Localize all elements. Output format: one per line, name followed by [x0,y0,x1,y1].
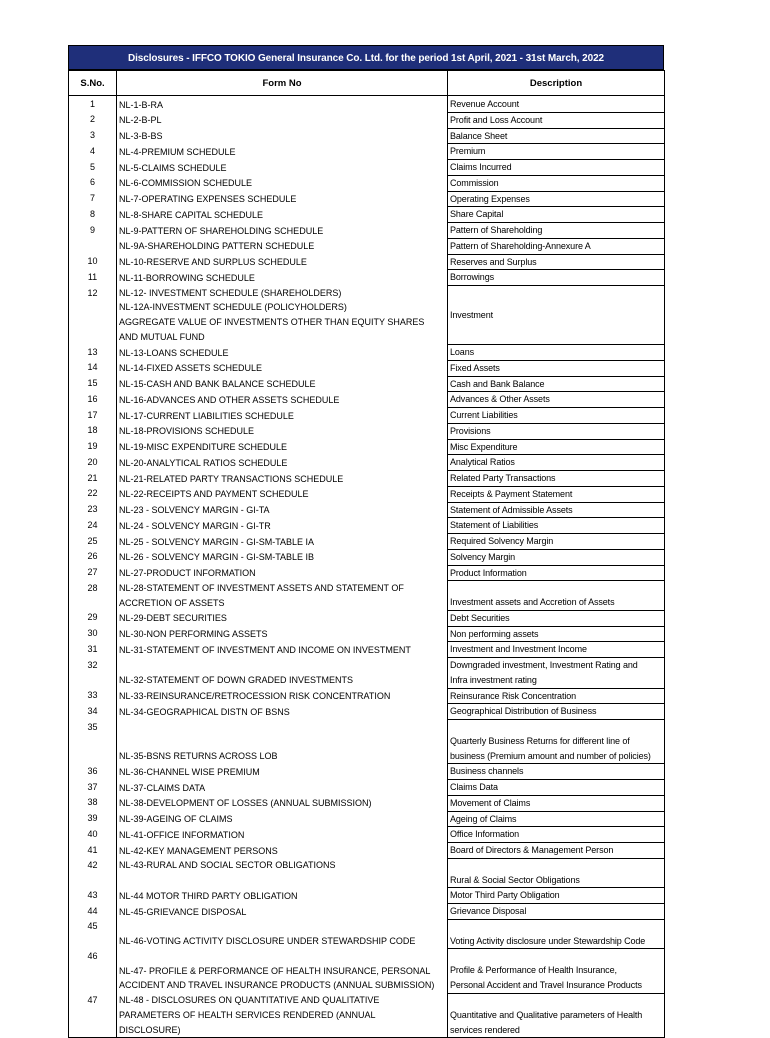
row-sno: 46 [69,949,117,993]
row-description: Statement of Admissible Assets [448,502,665,518]
row-sno: 42 [69,858,117,888]
row-form-no: NL-45-GRIEVANCE DISPOSAL [117,904,448,920]
row-description: Quarterly Business Returns for different line of business (Premium amount and number of policies) [448,720,665,764]
row-form-no: NL-11-BORROWING SCHEDULE [117,270,448,286]
header-form-no: Form No [117,71,448,96]
table-row [69,392,665,408]
table-row [69,858,665,888]
row-sno: 27 [69,565,117,581]
row-description: Provisions [448,423,665,439]
row-form-no: NL-19-MISC EXPENDITURE SCHEDULE [117,439,448,455]
row-description: Premium [448,144,665,160]
row-description: Business channels [448,764,665,780]
table-row [69,811,665,827]
header-description: Description [448,71,665,96]
row-description: Revenue Account [448,96,665,113]
row-sno [69,238,117,254]
row-form-no: NL-22-RECEIPTS AND PAYMENT SCHEDULE [117,486,448,502]
sheet-title: Disclosures - IFFCO TOKIO General Insurance Co. Ltd. for the period 1st April, 2021 - 31st March, 2022 [68,45,664,70]
table-row [69,843,665,859]
row-sno: 45 [69,919,117,949]
row-sno: 9 [69,223,117,239]
row-form-no: NL-26 - SOLVENCY MARGIN - GI-SM-TABLE IB [117,549,448,565]
row-sno: 31 [69,642,117,658]
row-description: Share Capital [448,207,665,223]
row-sno: 17 [69,408,117,424]
row-form-no: NL-25 - SOLVENCY MARGIN - GI-SM-TABLE IA [117,534,448,550]
row-sno: 6 [69,175,117,191]
row-description: Downgraded investment, Investment Rating and Infra investment rating [448,658,665,689]
row-description: Motor Third Party Obligation [448,888,665,904]
row-sno: 26 [69,549,117,565]
row-sno: 11 [69,270,117,286]
table-row [69,795,665,811]
row-form-no: NL-38-DEVELOPMENT OF LOSSES (ANNUAL SUBMISSION) [117,795,448,811]
row-description: Reinsurance Risk Concentration [448,688,665,704]
row-sno: 19 [69,439,117,455]
table-row [69,270,665,286]
row-form-no: NL-15-CASH AND BANK BALANCE SCHEDULE [117,376,448,392]
row-form-no: NL-41-OFFICE INFORMATION [117,827,448,843]
row-form-no: NL-7-OPERATING EXPENSES SCHEDULE [117,191,448,207]
row-description: Required Solvency Margin [448,534,665,550]
table-row [69,128,665,144]
row-sno: 39 [69,811,117,827]
row-sno: 44 [69,904,117,920]
table-row [69,764,665,780]
row-form-no: NL-13-LOANS SCHEDULE [117,345,448,361]
table-row [69,642,665,658]
row-description: Geographical Distribution of Business [448,704,665,720]
row-sno: 18 [69,423,117,439]
row-sno: 13 [69,345,117,361]
row-description: Balance Sheet [448,128,665,144]
row-sno: 20 [69,455,117,471]
row-form-no: NL-37-CLAIMS DATA [117,780,448,796]
row-sno: 3 [69,128,117,144]
table-row [69,704,665,720]
row-form-no: NL-36-CHANNEL WISE PREMIUM [117,764,448,780]
row-sno: 14 [69,360,117,376]
row-form-no: NL-18-PROVISIONS SCHEDULE [117,423,448,439]
row-description: Pattern of Shareholding [448,223,665,239]
row-form-no: NL-16-ADVANCES AND OTHER ASSETS SCHEDULE [117,392,448,408]
table-row [69,439,665,455]
row-sno: 24 [69,518,117,534]
row-form-no: NL-9-PATTERN OF SHAREHOLDING SCHEDULE [117,223,448,239]
row-sno: 25 [69,534,117,550]
table-row [69,518,665,534]
table-row [69,780,665,796]
table-row [69,345,665,361]
row-form-no: NL-30-NON PERFORMING ASSETS [117,626,448,642]
table-row [69,160,665,176]
row-form-no: NL-6-COMMISSION SCHEDULE [117,175,448,191]
row-description: Solvency Margin [448,549,665,565]
table-row [69,502,665,518]
table-row [69,581,665,611]
table-row [69,455,665,471]
table-row [69,993,665,1038]
row-sno: 29 [69,610,117,626]
row-description: Receipts & Payment Statement [448,486,665,502]
row-description: Profile & Performance of Health Insurance, Personal Accident and Travel Insurance Products [448,949,665,993]
row-form-no: NL-44 MOTOR THIRD PARTY OBLIGATION [117,888,448,904]
table-row [69,254,665,270]
row-description: Profit and Loss Account [448,112,665,128]
row-sno: 10 [69,254,117,270]
table-row [69,175,665,191]
row-sno: 22 [69,486,117,502]
table-body [69,96,665,1038]
row-form-no: NL-32-STATEMENT OF DOWN GRADED INVESTMENTS [117,658,448,689]
row-form-no: NL-34-GEOGRAPHICAL DISTN OF BSNS [117,704,448,720]
row-description: Related Party Transactions [448,471,665,487]
row-description: Statement of Liabilities [448,518,665,534]
table-row [69,610,665,626]
row-sno: 41 [69,843,117,859]
table-row [69,919,665,949]
row-description: Board of Directors & Management Person [448,843,665,859]
row-description: Debt Securities [448,610,665,626]
row-form-no: NL-46-VOTING ACTIVITY DISCLOSURE UNDER STEWARDSHIP CODE [117,919,448,949]
table-row [69,549,665,565]
table-row [69,360,665,376]
table-row [69,626,665,642]
table-row [69,534,665,550]
row-form-no: NL-20-ANALYTICAL RATIOS SCHEDULE [117,455,448,471]
row-description: Current Liabilities [448,408,665,424]
row-description: Grievance Disposal [448,904,665,920]
row-form-no: NL-39-AGEING OF CLAIMS [117,811,448,827]
row-sno: 7 [69,191,117,207]
row-form-no: NL-17-CURRENT LIABILITIES SCHEDULE [117,408,448,424]
row-description: Operating Expenses [448,191,665,207]
disclosure-sheet [68,45,664,1038]
table-row [69,904,665,920]
row-sno: 40 [69,827,117,843]
row-form-no: NL-43-RURAL AND SOCIAL SECTOR OBLIGATIONS [117,858,448,888]
row-form-no: NL-47- PROFILE & PERFORMANCE OF HEALTH INSURANCE, PERSONAL ACCIDENT AND TRAVEL INSURANCE PRODUCTS (ANNUAL SUBMISSION) [117,949,448,993]
row-sno: 47 [69,993,117,1038]
row-sno: 34 [69,704,117,720]
row-form-no: NL-5-CLAIMS SCHEDULE [117,160,448,176]
row-description: Pattern of Shareholding-Annexure A [448,238,665,254]
table-row [69,565,665,581]
row-sno: 36 [69,764,117,780]
row-form-no: NL-4-PREMIUM SCHEDULE [117,144,448,160]
row-form-no: NL-8-SHARE CAPITAL SCHEDULE [117,207,448,223]
row-description: Investment and Investment Income [448,642,665,658]
row-form-no: NL-21-RELATED PARTY TRANSACTIONS SCHEDULE [117,471,448,487]
row-form-no: NL-24 - SOLVENCY MARGIN - GI-TR [117,518,448,534]
row-form-no: NL-27-PRODUCT INFORMATION [117,565,448,581]
table-row [69,471,665,487]
row-description: Voting Activity disclosure under Stewardship Code [448,919,665,949]
table-row [69,888,665,904]
row-form-no: NL-2-B-PL [117,112,448,128]
row-description: Non performing assets [448,626,665,642]
row-description: Loans [448,345,665,361]
row-form-no: NL-23 - SOLVENCY MARGIN - GI-TA [117,502,448,518]
row-sno: 35 [69,720,117,764]
row-description: Rural & Social Sector Obligations [448,858,665,888]
row-description: Advances & Other Assets [448,392,665,408]
row-description: Borrowings [448,270,665,286]
row-description: Cash and Bank Balance [448,376,665,392]
row-sno: 15 [69,376,117,392]
header-row [69,71,665,96]
row-description: Quantitative and Qualitative parameters of Health services rendered [448,993,665,1038]
table-row [69,423,665,439]
table-row [69,191,665,207]
row-sno: 32 [69,658,117,689]
row-sno: 4 [69,144,117,160]
table-row [69,376,665,392]
row-sno: 2 [69,112,117,128]
row-sno: 38 [69,795,117,811]
row-sno: 37 [69,780,117,796]
table-row [69,827,665,843]
row-sno: 8 [69,207,117,223]
row-description: Ageing of Claims [448,811,665,827]
disclosure-table [68,70,665,1038]
row-description: Analytical Ratios [448,455,665,471]
row-form-no: NL-42-KEY MANAGEMENT PERSONS [117,843,448,859]
row-form-no: NL-10-RESERVE AND SURPLUS SCHEDULE [117,254,448,270]
row-sno: 33 [69,688,117,704]
row-description: Office Information [448,827,665,843]
row-description: Product Information [448,565,665,581]
row-description: Investment [448,286,665,345]
row-form-no: NL-14-FIXED ASSETS SCHEDULE [117,360,448,376]
row-sno: 5 [69,160,117,176]
row-description: Misc Expenditure [448,439,665,455]
row-sno: 43 [69,888,117,904]
row-sno: 12 [69,286,117,345]
row-form-no: NL-1-B-RA [117,96,448,113]
row-sno: 1 [69,96,117,113]
row-description: Commission [448,175,665,191]
table-row [69,688,665,704]
row-sno: 21 [69,471,117,487]
row-form-no: NL-28-STATEMENT OF INVESTMENT ASSETS AND STATEMENT OF ACCRETION OF ASSETS [117,581,448,611]
table-row [69,144,665,160]
row-description: Fixed Assets [448,360,665,376]
row-description: Claims Data [448,780,665,796]
table-row [69,486,665,502]
row-sno: 28 [69,581,117,611]
row-form-no: NL-29-DEBT SECURITIES [117,610,448,626]
table-row [69,223,665,239]
row-form-no: NL-35-BSNS RETURNS ACROSS LOB [117,720,448,764]
row-description: Claims Incurred [448,160,665,176]
row-sno: 23 [69,502,117,518]
row-description: Reserves and Surplus [448,254,665,270]
row-form-no: NL-31-STATEMENT OF INVESTMENT AND INCOME ON INVESTMENT [117,642,448,658]
table-row [69,286,665,345]
row-form-no: NL-48 - DISCLOSURES ON QUANTITATIVE AND QUALITATIVE PARAMETERS OF HEALTH SERVICES RENDERED (ANNUAL DISCLOSURE) [117,993,448,1038]
row-form-no: NL-12- INVESTMENT SCHEDULE (SHAREHOLDERS) NL-12A-INVESTMENT SCHEDULE (POLICYHOLDERS) AGGREGATE VALUE OF INVESTMENTS OTHER THAN EQUITY SHARES AND MUTUAL FUND [117,286,448,345]
row-form-no: NL-9A-SHAREHOLDING PATTERN SCHEDULE [117,238,448,254]
table-row [69,408,665,424]
row-form-no: NL-33-REINSURANCE/RETROCESSION RISK CONCENTRATION [117,688,448,704]
table-row [69,949,665,993]
table-row [69,720,665,764]
table-row [69,658,665,689]
row-description: Movement of Claims [448,795,665,811]
table-row [69,207,665,223]
row-sno: 16 [69,392,117,408]
table-row [69,238,665,254]
table-row [69,96,665,113]
header-sno: S.No. [69,71,117,96]
table-row [69,112,665,128]
row-sno: 30 [69,626,117,642]
row-form-no: NL-3-B-BS [117,128,448,144]
row-description: Investment assets and Accretion of Assets [448,581,665,611]
